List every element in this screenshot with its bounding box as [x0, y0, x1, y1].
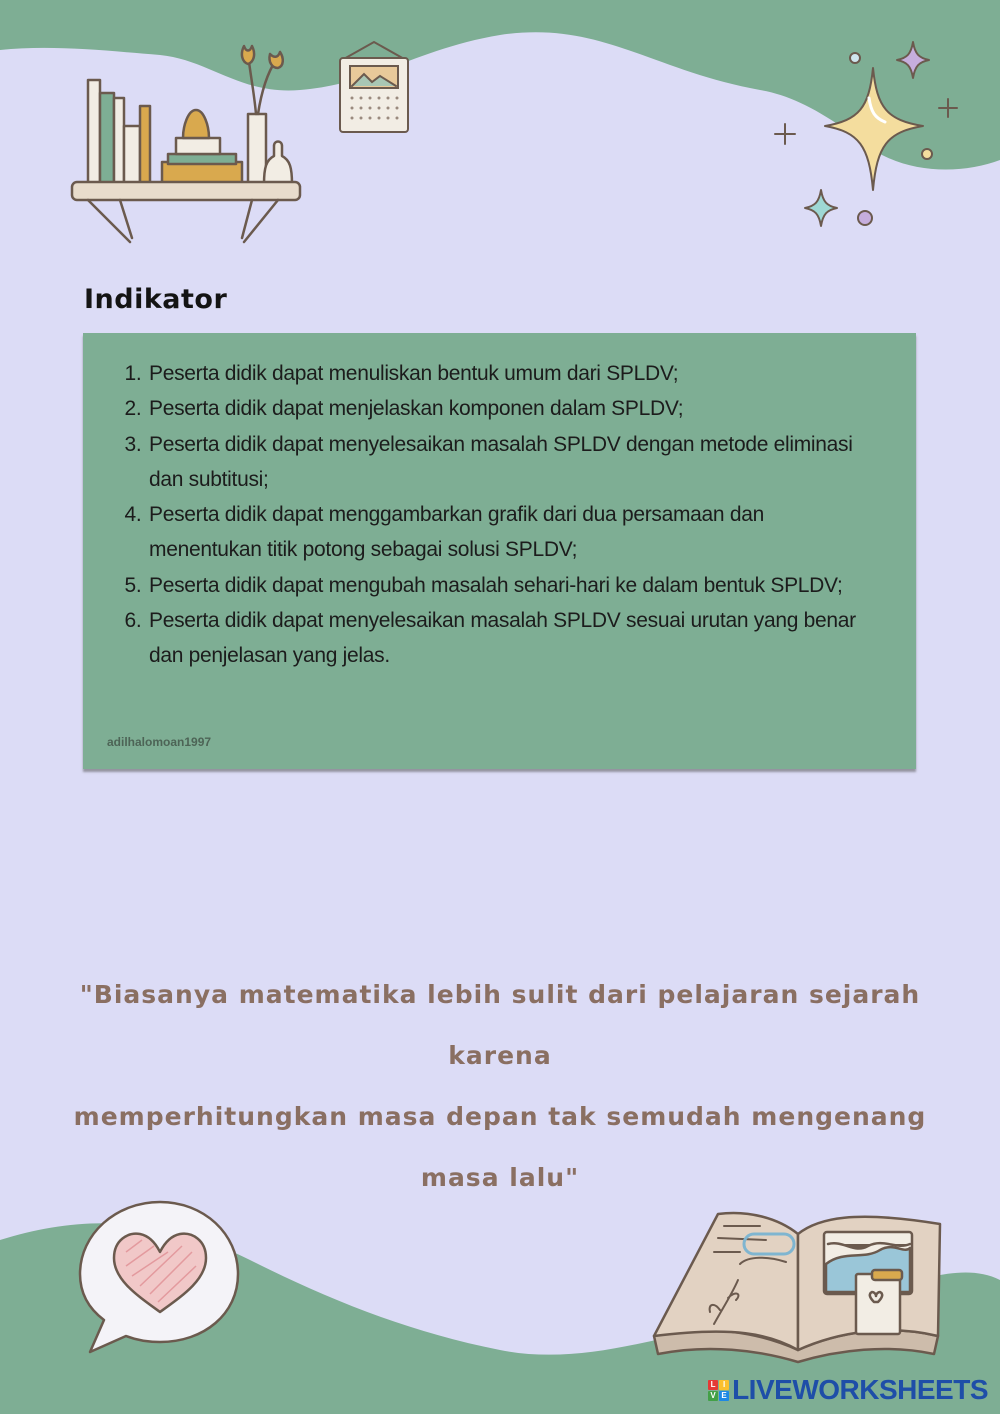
sparkles-icon: [765, 38, 965, 238]
quote: [40, 964, 960, 1208]
list-item: 5. Peserta didik dapat mengubah masalah sehari-hari ke dalam bentuk SPLDV;: [147, 568, 876, 603]
heart-speech-bubble-icon: [76, 1196, 246, 1356]
brand-mark-letter: I: [719, 1380, 729, 1390]
list-item: 6. Peserta didik dapat menyelesaikan masalah SPLDV sesuai urutan yang benar dan penjelasan yang jelas.: [147, 603, 876, 674]
page-title: Indikator: [84, 284, 228, 315]
brand-mark-letter: L: [708, 1380, 718, 1390]
list-item: 3. Peserta didik dapat menyelesaikan masalah SPLDV dengan metode eliminasi dan subtitusi;: [147, 427, 876, 498]
hanging-calendar-icon: [334, 38, 414, 138]
brand-mark-letter: V: [708, 1391, 718, 1401]
open-book-icon: [648, 1204, 944, 1364]
indicator-panel: [83, 333, 916, 769]
list-item: 2. Peserta didik dapat menjelaskan komponen dalam SPLDV;: [147, 391, 876, 426]
quote-line: memperhitungkan masa depan tak semudah mengenang masa lalu": [73, 1102, 927, 1192]
indicator-list: [83, 333, 916, 674]
list-item: 4. Peserta didik dapat menggambarkan grafik dari dua persamaan dan menentukan titik potong sebagai solusi SPLDV;: [147, 497, 876, 568]
brand-mark-letter: E: [719, 1391, 729, 1401]
brand-mark-icon: [708, 1380, 729, 1401]
brand-name: LIVEWORKSHEETS: [732, 1374, 988, 1405]
bookshelf-icon: [68, 38, 308, 246]
list-item: 1. Peserta didik dapat menuliskan bentuk umum dari SPLDV;: [147, 356, 876, 391]
quote-line: "Biasanya matematika lebih sulit dari pelajaran sejarah karena: [79, 980, 921, 1070]
author-credit: adilhalomoan1997: [107, 735, 212, 749]
brand-logo: [708, 1374, 988, 1406]
